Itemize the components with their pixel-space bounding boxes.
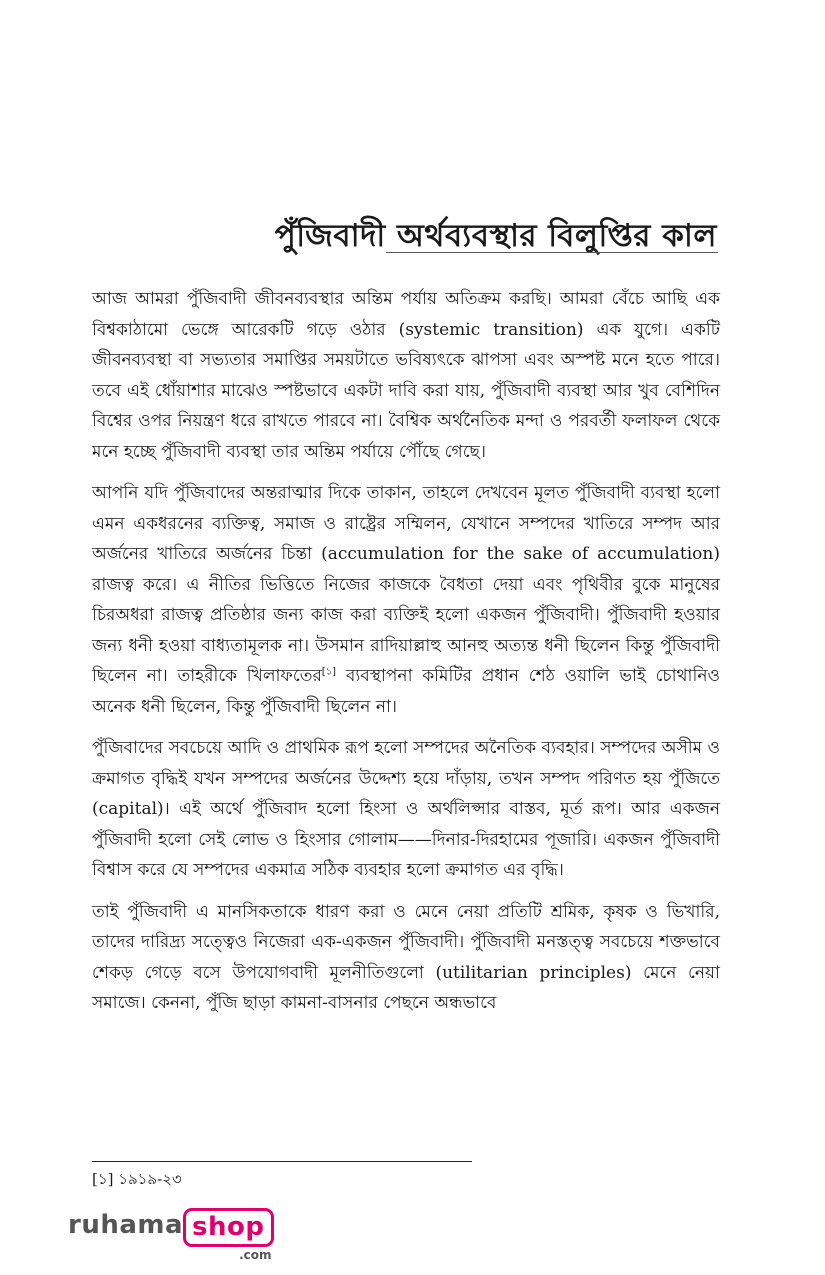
chapter-title: পুঁজিবাদী অর্থব্যবস্থার বিলুপ্তির কাল xyxy=(274,218,717,254)
logo-wordmark-left: ruhama xyxy=(68,1210,184,1240)
body-text xyxy=(92,284,720,1030)
footnote-separator xyxy=(92,1161,472,1162)
paragraph-1 xyxy=(92,284,720,467)
paragraph-1-text: আজ আমরা পুঁজিবাদী জীবনব্যবস্থার অন্তিম পর্যায় অতিক্রম করছি। আমরা বেঁচে আছি এক বিশ্বকাঠামো ভেঙ্গে আরেকটি গড়ে ওঠার (systemic transition) এক যুগে। একটি জীবনব্যবস্থা বা সভ্যতার সমাপ্তির সময়টাতে ভবিষ্যৎকে ঝাপসা এবং অস্পষ্ট মনে হতে পারে। তবে এই ধোঁয়াশার মাঝেও স্পষ্টভাবে একটা দাবি করা যায়, পুঁজিবাদী ব্যবস্থা আর খুব বেশিদিন বিশ্বের ওপর নিয়ন্ত্রণ ধরে রাখতে পারবে না। বৈশ্বিক অর্থনৈতিক মন্দা ও পরবর্তী ফলাফল থেকে মনে হচ্ছে পুঁজিবাদী ব্যবস্থা তার অন্তিম পর্যায়ে পৌঁছে গেছে। xyxy=(92,289,720,462)
paragraph-4 xyxy=(92,897,720,1019)
logo-right-group xyxy=(183,1208,273,1262)
logo-wordmark-right: shop xyxy=(183,1208,273,1247)
paragraph-3 xyxy=(92,733,720,886)
logo-domain: .com xyxy=(239,1248,272,1262)
title-underline xyxy=(386,252,718,253)
paragraph-2 xyxy=(92,478,720,722)
publisher-logo xyxy=(68,1208,274,1262)
footnote: [১] ১৯১৯-২৩ xyxy=(92,1170,182,1188)
footnote-marker[interactable]: [১] xyxy=(321,666,337,678)
paragraph-2-text-after: ব্যবস্থাপনা কমিটির প্রধান শেঠ ওয়ালি ভাই চোথানিও অনেক ধনী ছিলেন, কিন্তু পুঁজিবাদী ছিলেন না। xyxy=(92,666,720,717)
paragraph-3-text: পুঁজিবাদের সবচেয়ে আদি ও প্রাথমিক রূপ হলো সম্পদের অনৈতিক ব্যবহার। সম্পদের অসীম ও ক্রমাগত বৃদ্ধিই যখন সম্পদের অর্জনের উদ্দেশ্য হয়ে দাঁড়ায়, তখন সম্পদ পরিণত হয় পুঁজিতে (capital)। এই অর্থে পুঁজিবাদ হলো হিংসা ও অর্থলিপ্সার বাস্তব, মূর্ত রূপ। আর একজন পুঁজিবাদী হলো সেই লোভ ও হিংসার গোলাম——দিনার-দিরহামের পূজারি। একজন পুঁজিবাদী বিশ্বাস করে যে সম্পদের একমাত্র সঠিক ব্যবহার হলো ক্রমাগত এর বৃদ্ধি। xyxy=(92,738,720,880)
paragraph-4-text: তাই পুঁজিবাদী এ মানসিকতাকে ধারণ করা ও মেনে নেয়া প্রতিটি শ্রমিক, কৃষক ও ভিখারি, তাদের দারিদ্র্য সত্ত্বেও নিজেরা এক-একজন পুঁজিবাদী। পুঁজিবাদী মনস্তত্ত্ব সবচেয়ে শক্তভাবে শেকড় গেড়ে বসে উপযোগবাদী মূলনীতিগুলো (utilitarian principles) মেনে নেয়া সমাজে। কেননা, পুঁজি ছাড়া কামনা-বাসনার পেছনে অন্ধভাবে xyxy=(92,901,720,1013)
paragraph-2-text-before: আপনি যদি পুঁজিবাদের অন্তরাত্মার দিকে তাকান, তাহলে দেখবেন মূলত পুঁজিবাদী ব্যবস্থা হলো এমন একধরনের ব্যক্তিত্ব, সমাজ ও রাষ্ট্রের সম্মিলন, যেখানে সম্পদের খাতিরে সম্পদ আর অর্জনের খাতিরে অর্জনের চিন্তা (accumulation for the sake of accumulation) রাজত্ব করে। এ নীতির ভিত্তিতে নিজের কাজকে বৈধতা দেয়া এবং পৃথিবীর বুকে মানুষের চিরঅধরা রাজত্ব প্রতিষ্ঠার জন্য কাজ করা ব্যক্তিই হলো একজন পুঁজিবাদী। পুঁজিবাদী হওয়ার জন্য ধনী হওয়া বাধ্যতামূলক না। উসমান রাদিয়াল্লাহু আনহু অত্যন্ত ধনী ছিলেন কিন্তু পুঁজিবাদী ছিলেন না। তাহরীকে খিলাফতের xyxy=(92,483,720,686)
